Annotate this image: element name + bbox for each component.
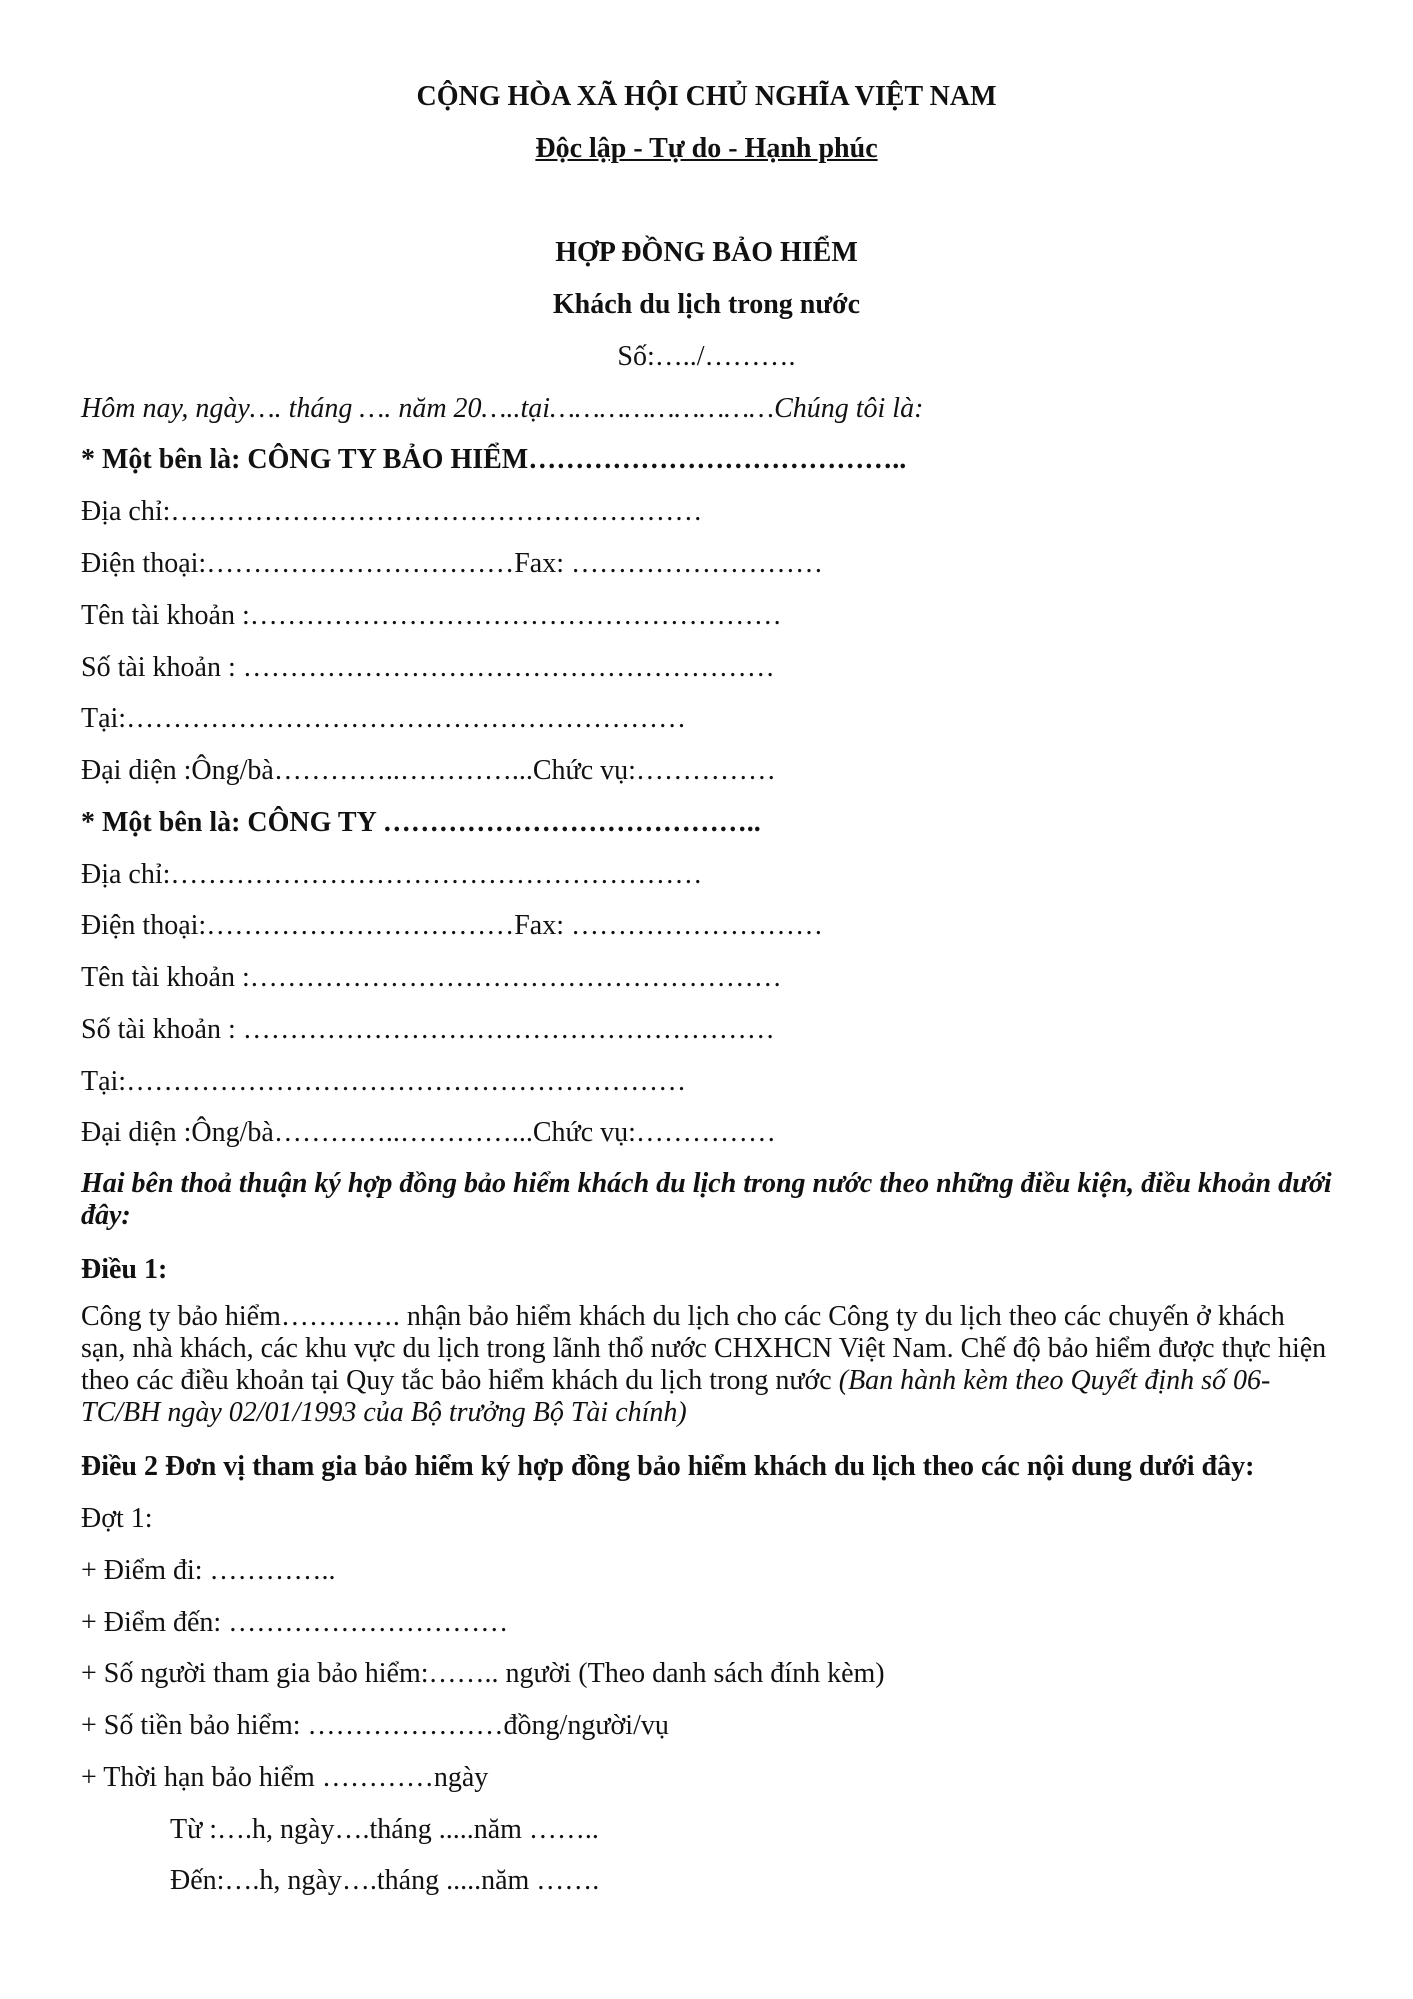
party-a-bank: Tại:…………………………………………………… — [81, 703, 687, 734]
party-a-account-name: Tên tài khoản :………………………………………………… — [81, 600, 782, 631]
motto: Độc lập - Tự do - Hạnh phúc — [535, 133, 878, 164]
party-a-address: Địa chỉ:………………………………………………… — [81, 496, 703, 527]
agreement-statement: Hai bên thoả thuận ký hợp đồng bảo hiểm khách du lịch trong nước theo những điều kiện, điều khoản dưới đây: — [81, 1168, 1332, 1231]
intro-line: Hôm nay, ngày…. tháng …. năm 20…..tại………………………Chúng tôi là: — [81, 393, 924, 424]
insured-count: + Số người tham gia bảo hiểm:…….. người (Theo danh sách đính kèm) — [81, 1658, 885, 1689]
article-1-body — [81, 1301, 1336, 1429]
article-1-heading: Điều 1: — [81, 1254, 168, 1285]
party-a-account-number: Số tài khoản : ………………………………………………… — [81, 652, 775, 683]
destination-point: + Điểm đến: ………………………… — [81, 1607, 509, 1638]
departure-point: + Điểm đi: ………….. — [81, 1555, 336, 1586]
party-b-phone-fax: Điện thoại:……………………………Fax: ……………………… — [81, 910, 823, 941]
article-1-reference: (Ban hành kèm theo Quyết định số 06- TC/BH ngày 02/01/1993 của Bộ trưởng Bộ Tài chính) — [81, 1365, 1271, 1428]
party-b-bank: Tại:…………………………………………………… — [81, 1066, 687, 1097]
contract-number: Số:…../………. — [617, 341, 796, 372]
party-a-phone-fax: Điện thoại:……………………………Fax: ……………………… — [81, 548, 823, 579]
party-b-heading: * Một bên là: CÔNG TY ………………………………….. — [81, 807, 761, 838]
contract-title: HỢP ĐỒNG BẢO HIỂM — [555, 237, 858, 268]
party-b-address: Địa chỉ:………………………………………………… — [81, 859, 703, 890]
term-to: Đến:….h, ngày….tháng .....năm ……. — [170, 1865, 600, 1896]
insurance-term: + Thời hạn bảo hiểm …………ngày — [81, 1762, 489, 1793]
round-label: Đợt 1: — [81, 1503, 153, 1534]
insured-amount: + Số tiền bảo hiểm: …………………đồng/người/vụ — [81, 1710, 669, 1741]
party-a-representative: Đại diện :Ông/bà…………..…………...Chức vụ:…………… — [81, 755, 776, 786]
party-a-heading: * Một bên là: CÔNG TY BẢO HIỂM………………………………….. — [81, 444, 907, 475]
term-from: Từ :….h, ngày….tháng .....năm …….. — [170, 1814, 599, 1845]
article-1-text: Công ty bảo hiểm…………. nhận bảo hiểm khách du lịch cho các Công ty du lịch theo các chuyến ở khách sạn, nhà khách, các khu vực du lịch trong lãnh thổ nước CHXHCN Việt Nam. Chế độ bảo hiểm được thực hiện theo các điều khoản tại Quy tắc bảo hiểm khách du lịch trong nước — [81, 1301, 1327, 1396]
party-b-account-name: Tên tài khoản :………………………………………………… — [81, 962, 782, 993]
article-2-heading: Điều 2 Đơn vị tham gia bảo hiểm ký hợp đồng bảo hiểm khách du lịch theo các nội dung dưới đây: — [81, 1451, 1255, 1482]
party-b-account-number: Số tài khoản : ………………………………………………… — [81, 1014, 775, 1045]
party-b-representative: Đại diện :Ông/bà…………..…………...Chức vụ:…………… — [81, 1117, 776, 1148]
republic-header: CỘNG HÒA XÃ HỘI CHỦ NGHĨA VIỆT NAM — [416, 81, 997, 112]
contract-subtitle: Khách du lịch trong nước — [552, 289, 861, 320]
